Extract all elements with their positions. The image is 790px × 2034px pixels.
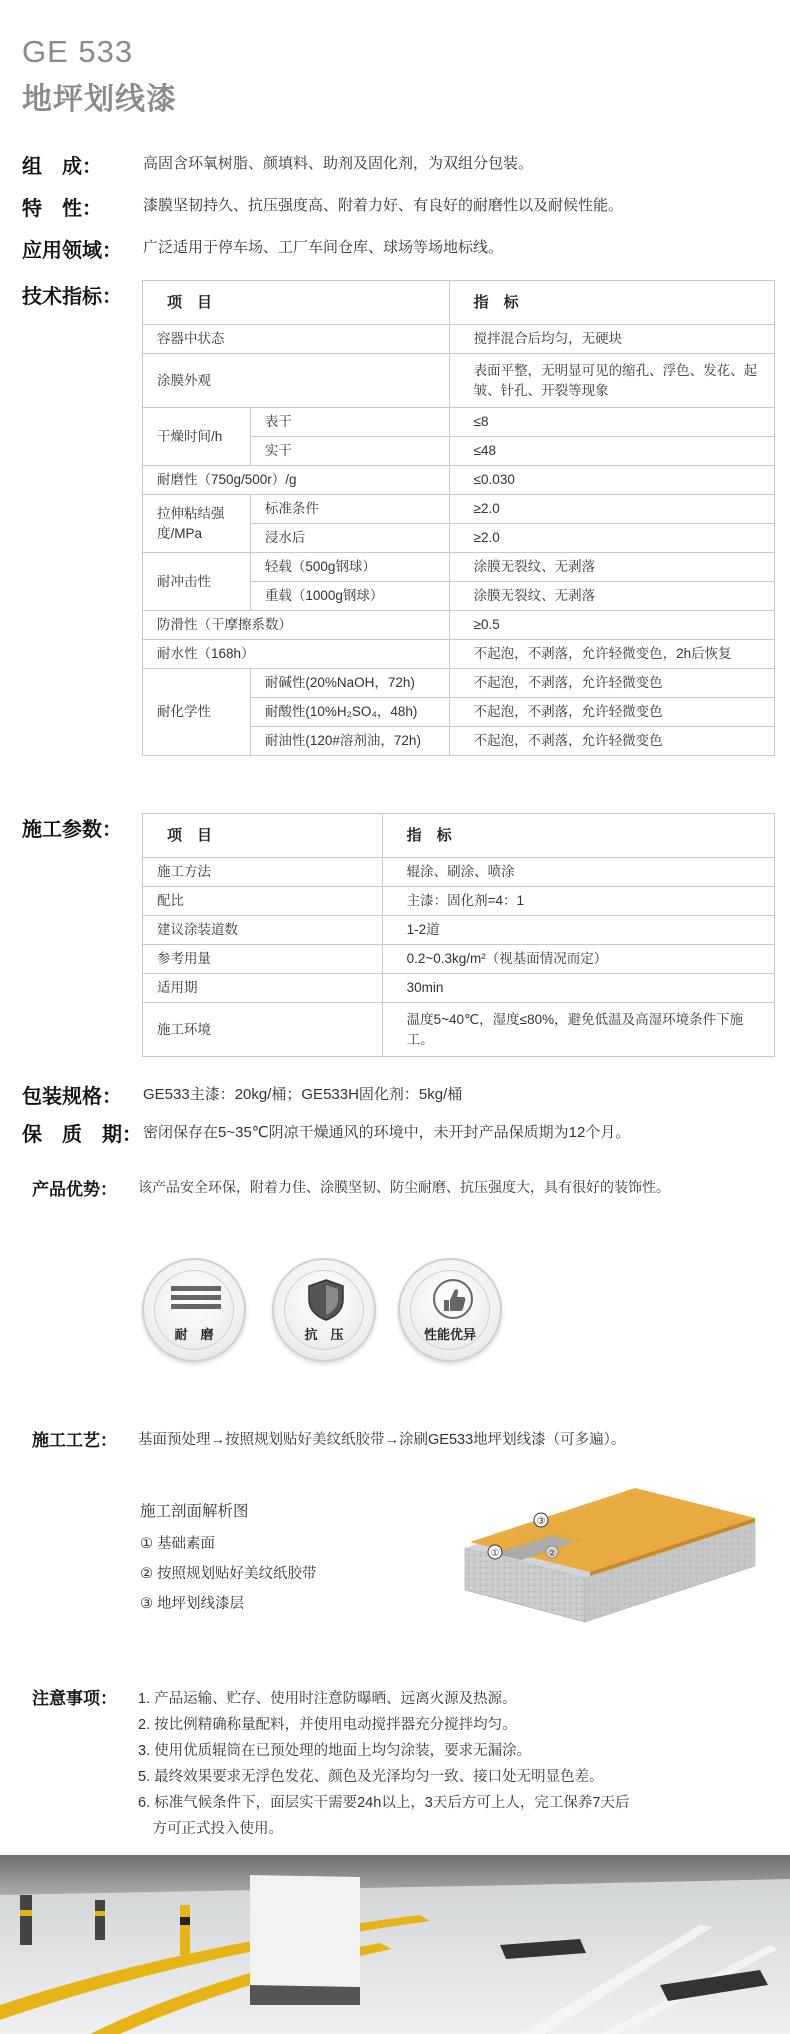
process-text: 基面预处理→按照规划贴好美纹纸胶带→涂刷GE533地坪划线漆（可多遍）。 xyxy=(138,1432,626,1448)
params-label: 施工参数： xyxy=(22,819,122,841)
row-item: 适用期 xyxy=(143,974,383,1003)
row-subitem: 耐酸性(10%H₂SO₄，48h) xyxy=(250,698,449,727)
table-row xyxy=(143,408,775,437)
table-row xyxy=(143,495,775,524)
product-model: GE 533 xyxy=(22,34,134,69)
list-item: 3. 使用优质辊筒在已预处理的地面上均匀涂装，要求无漏涂。 xyxy=(138,1743,532,1759)
table-row xyxy=(143,281,775,325)
row-item: 耐化学性 xyxy=(143,669,251,756)
table-row xyxy=(143,814,775,858)
shelf-life-text: 密闭保存在5~35℃阴凉干燥通风的环境中，未开封产品保质期为12个月。 xyxy=(143,1124,631,1141)
row-value: ≥2.0 xyxy=(449,495,774,524)
row-subitem: 轻载（500g钢球） xyxy=(250,553,449,582)
list-item: 5. 最终效果要求无浮色发花、颜色及光泽均匀一致、接口处无明显色差。 xyxy=(138,1769,604,1785)
thumbs-up-icon xyxy=(432,1278,474,1322)
row-item: 施工方法 xyxy=(143,858,383,887)
header-index: 指 标 xyxy=(449,281,774,325)
composition-label: 组 成： xyxy=(22,156,102,178)
row-value: ≥2.0 xyxy=(449,524,774,553)
notes-list xyxy=(138,1686,629,1842)
table-row xyxy=(143,640,775,669)
row-item: 配比 xyxy=(143,887,383,916)
marker-2: ② xyxy=(547,1549,557,1559)
list-item: ② 按照规划贴好美纹纸胶带 xyxy=(140,1566,317,1582)
list-item: 2. 按比例精确称量配料，并使用电动搅拌器充分搅拌均匀。 xyxy=(138,1717,517,1733)
row-value: 不起泡，不剥落，允许轻微变色 xyxy=(449,669,774,698)
row-value: ≤0.030 xyxy=(449,466,774,495)
marker-1: ① xyxy=(490,1548,500,1559)
row-value: 主漆：固化剂=4：1 xyxy=(382,887,774,916)
row-value: 涂膜无裂纹、无剥落 xyxy=(449,582,774,611)
row-item: 防滑性（干摩擦系数） xyxy=(143,611,450,640)
table-row xyxy=(143,887,775,916)
row-value: 不起泡，不剥落，允许轻微变色 xyxy=(449,727,774,756)
table-row xyxy=(143,466,775,495)
header-item: 项 目 xyxy=(143,281,450,325)
application-label: 应用领域： xyxy=(22,240,122,262)
table-row xyxy=(143,945,775,974)
shelf-life-label: 保 质 期： xyxy=(22,1124,142,1146)
row-value: 0.2~0.3kg/m²（视基面情况而定） xyxy=(382,945,774,974)
row-value: 表面平整，无明显可见的缩孔、浮色、发花、起皱、针孔、开裂等现象 xyxy=(449,354,774,408)
row-item: 建议涂装道数 xyxy=(143,916,383,945)
badge-caption: 耐 磨 xyxy=(174,1327,214,1342)
advantages-label: 产品优势： xyxy=(32,1180,117,1199)
row-value: 搅拌混合后均匀，无硬块 xyxy=(449,325,774,354)
row-value: ≥0.5 xyxy=(449,611,774,640)
performance-badge xyxy=(398,1258,502,1362)
row-item: 涂膜外观 xyxy=(143,354,450,408)
tech-label: 技术指标： xyxy=(22,286,122,308)
row-value: ≤48 xyxy=(449,437,774,466)
stripes-icon xyxy=(171,1284,221,1316)
pressure-resistance-badge xyxy=(272,1258,376,1362)
diagram-steps xyxy=(140,1532,317,1622)
table-row xyxy=(143,611,775,640)
process-label: 施工工艺： xyxy=(32,1431,117,1450)
list-item: 方可正式投入使用。 xyxy=(138,1821,283,1837)
features-text: 漆膜坚韧持久、抗压强度高、附着力好、有良好的耐磨性以及耐候性能。 xyxy=(143,197,624,214)
row-subitem: 耐油性(120#溶剂油，72h) xyxy=(250,727,449,756)
list-item: ③ 地坪划线漆层 xyxy=(140,1596,245,1612)
table-row xyxy=(143,858,775,887)
marker-3: ③ xyxy=(536,1516,546,1527)
table-row xyxy=(143,553,775,582)
row-item: 耐磨性（750g/500r）/g xyxy=(143,466,450,495)
list-item: 6. 标准气候条件下，面层实干需要24h以上，3天后方可上人，完工保养7天后 xyxy=(138,1795,630,1811)
tech-table xyxy=(142,280,775,756)
row-item: 耐冲击性 xyxy=(143,553,251,611)
advantages-text: 该产品安全环保，附着力佳、涂膜坚韧、防尘耐磨、抗压强度大，具有很好的装饰性。 xyxy=(138,1179,670,1195)
table-row xyxy=(143,325,775,354)
row-subitem: 表干 xyxy=(250,408,449,437)
composition-text: 高固含环氧树脂、颜填料、助剂及固化剂，为双组分包装。 xyxy=(143,155,534,172)
table-row xyxy=(143,1003,775,1057)
row-item: 干燥时间/h xyxy=(143,408,251,466)
params-table xyxy=(142,813,775,1057)
row-value: 涂膜无裂纹、无剥落 xyxy=(449,553,774,582)
list-item: 1. 产品运输、贮存、使用时注意防曝晒、远离火源及热源。 xyxy=(138,1691,517,1707)
table-row xyxy=(143,354,775,408)
badge-caption: 抗 压 xyxy=(304,1327,344,1342)
features-label: 特 性： xyxy=(22,198,102,220)
table-row xyxy=(143,974,775,1003)
row-subitem: 重载（1000g钢球） xyxy=(250,582,449,611)
header-item: 项 目 xyxy=(143,814,383,858)
diagram-title: 施工剖面解析图 xyxy=(140,1503,249,1520)
row-value: 不起泡，不剥落，允许轻微变色 xyxy=(449,698,774,727)
table-row xyxy=(143,916,775,945)
row-subitem: 耐碱性(20%NaOH，72h) xyxy=(250,669,449,698)
row-subitem: 浸水后 xyxy=(250,524,449,553)
header-index: 指 标 xyxy=(382,814,774,858)
product-name: 地坪划线漆 xyxy=(22,83,177,116)
parking-garage-photo xyxy=(0,1855,790,2034)
row-item: 施工环境 xyxy=(143,1003,383,1057)
notes-label: 注意事项： xyxy=(32,1689,117,1708)
row-item: 耐水性（168h） xyxy=(143,640,450,669)
shield-icon xyxy=(306,1278,346,1322)
row-item: 参考用量 xyxy=(143,945,383,974)
cross-section-diagram xyxy=(455,1470,775,1630)
table-row xyxy=(143,669,775,698)
row-item: 拉伸粘结强度/MPa xyxy=(143,495,251,553)
row-value: 辊涂、刷涂、喷涂 xyxy=(382,858,774,887)
row-value: 温度5~40℃，湿度≤80%，避免低温及高湿环境条件下施工。 xyxy=(382,1003,774,1057)
row-value: ≤8 xyxy=(449,408,774,437)
row-value: 不起泡，不剥落，允许轻微变色，2h后恢复 xyxy=(449,640,774,669)
row-value: 1-2道 xyxy=(382,916,774,945)
row-value: 30min xyxy=(382,974,774,1003)
row-subitem: 标准条件 xyxy=(250,495,449,524)
list-item: ① 基础素面 xyxy=(140,1536,216,1552)
row-subitem: 实干 xyxy=(250,437,449,466)
packaging-label: 包装规格： xyxy=(22,1086,122,1108)
packaging-text: GE533主漆：20kg/桶；GE533H固化剂：5kg/桶 xyxy=(143,1086,463,1103)
application-text: 广泛适用于停车场、工厂车间仓库、球场等场地标线。 xyxy=(143,239,504,256)
badge-caption: 性能优异 xyxy=(423,1327,476,1342)
wear-resistance-badge xyxy=(142,1258,246,1362)
row-item: 容器中状态 xyxy=(143,325,450,354)
